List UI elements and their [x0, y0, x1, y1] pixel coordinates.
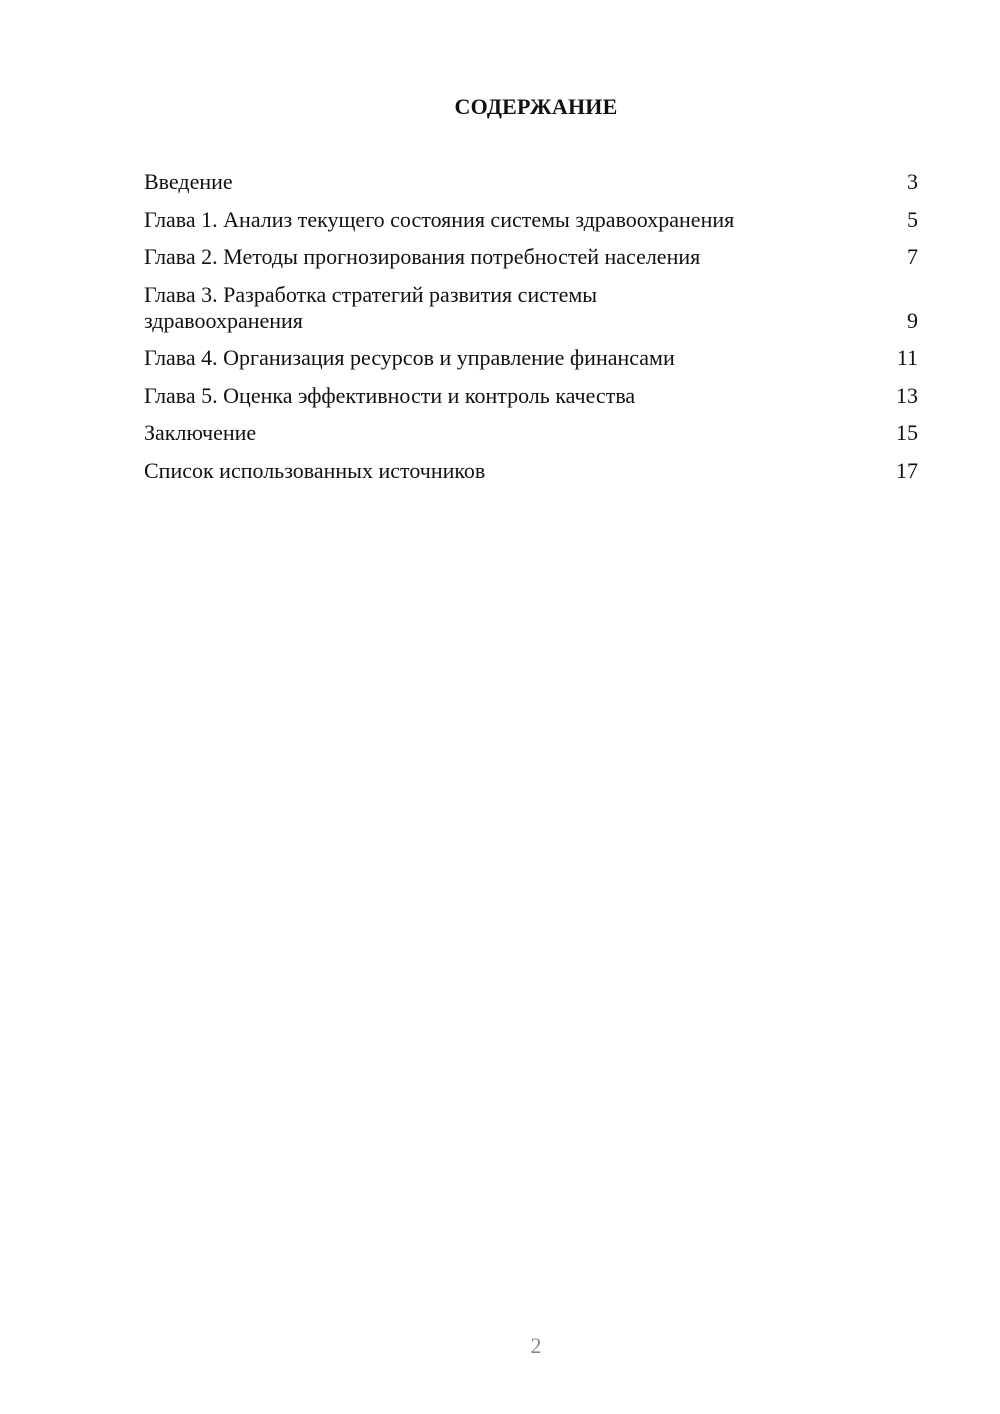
toc-entry-label: Заключение [144, 420, 257, 445]
toc-entry-label: Глава 3. Разработка стратегий развития системы здравоохранения [144, 281, 598, 333]
toc-entry [144, 383, 918, 409]
toc-entry [144, 244, 918, 270]
toc-entry-page: 7 [907, 244, 918, 269]
toc-entry-page: 9 [907, 307, 918, 333]
toc-entry-page: 15 [896, 420, 918, 445]
toc-entry-label: Глава 4. Организация ресурсов и управление финансами [144, 345, 675, 370]
toc-entry [144, 207, 918, 233]
toc-entry-label: Глава 5. Оценка эффективности и контроль качества [144, 382, 636, 408]
toc-entry-page: 13 [896, 382, 918, 408]
toc-entry-page: 5 [907, 206, 918, 232]
table-of-contents [144, 169, 918, 495]
toc-entry [144, 458, 918, 484]
toc-entry-page: 17 [896, 457, 918, 483]
toc-entry [144, 169, 918, 195]
toc-entry-label: Глава 1. Анализ текущего состояния системы здравоохранения [144, 206, 735, 232]
toc-entry-label: Список использованных источников [144, 457, 486, 483]
toc-entry [144, 345, 918, 371]
toc-entry-page: 11 [896, 345, 918, 370]
toc-entry-label: Глава 2. Методы прогнозирования потребностей населения [144, 244, 701, 269]
page-number: 2 [530, 1333, 542, 1358]
toc-entry [144, 420, 918, 446]
page-title: СОДЕРЖАНИЕ [454, 94, 618, 119]
toc-entry-page: 3 [907, 169, 918, 194]
toc-entry [144, 282, 918, 334]
toc-entry-label: Введение [144, 169, 233, 194]
